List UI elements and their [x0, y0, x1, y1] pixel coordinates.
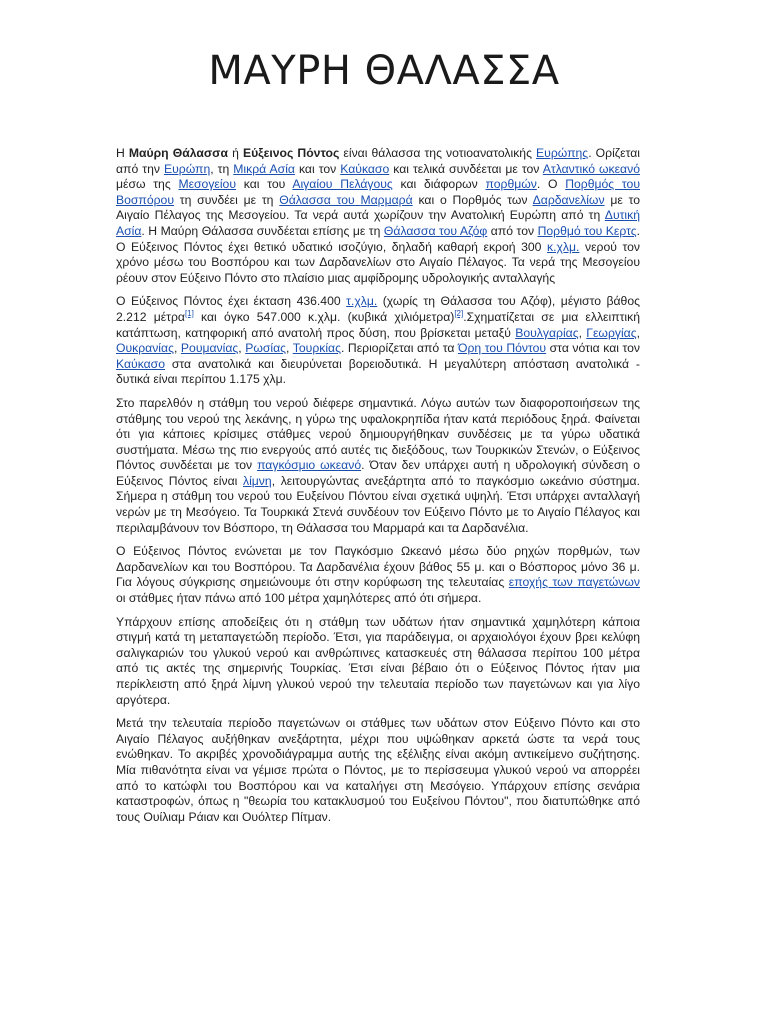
text-run: ,: [578, 325, 587, 340]
text-run: και τελικά συνδέεται με τον: [389, 161, 543, 176]
text-run: Ο Εύξεινος Πόντος έχει έκταση 436.400: [116, 294, 347, 309]
text-run: και τον: [294, 161, 341, 176]
text-run: μέσω της: [116, 177, 179, 192]
page-title: ΜΑΥΡΗ ΘΑΛΑΣΣΑ: [208, 48, 560, 94]
link-παγκόσμιο-ωκεανό[interactable]: παγκόσμιο ωκεανό: [257, 458, 362, 473]
link-δυτική-ασία[interactable]: Δυτική Ασία: [116, 208, 640, 238]
link-ρωσίας[interactable]: Ρωσίας: [245, 341, 287, 356]
link-μεσογείου[interactable]: Μεσογείου: [178, 177, 237, 192]
article-body: [116, 146, 640, 833]
text-run: Ο Εύξεινος Πόντος ενώνεται με τον Παγκόσμιο Ωκεανό μέσω δύο ρηχών πορθμών, των Δαρδανελίων και του Βοσπόρου. Τα Δαρδανέλια έχουν βάθος 55 μ. και ο Βόσπορος μόνο 36 μ. Για λόγους σύγκρισης σημειώνουμε ότι στην κορύφωση της τελευταίας: [116, 544, 640, 590]
link-λίμνη[interactable]: λίμνη: [242, 473, 272, 488]
link-θάλασσα-του-μαρμαρά[interactable]: Θάλασσα του Μαρμαρά: [279, 192, 413, 207]
text-run: ,: [636, 325, 640, 340]
link-όρη-του-πόντου[interactable]: Όρη του Πόντου: [458, 341, 547, 356]
paragraph-6: [116, 716, 640, 825]
text-run: ή: [227, 146, 243, 160]
text-run: από τον: [487, 223, 538, 238]
text-run: στα ανατολικά και διευρύνεται βορειοδυτικά. Η μεγαλύτερη απόσταση ανατολικά - δυτικά είναι περίπου 1.175 χλμ.: [116, 356, 640, 387]
text-run: Υπάρχουν επίσης αποδείξεις ότι η στάθμη των υδάτων ήταν σημαντικά χαμηλότερη κάποια στιγμή κατά τη μεταπαγετώδη περίοδο. Έτσι, για παράδειγμα, οι αρχαιολόγοι έχουν βρει κελύφη σαλιγκαριών του γλυκού νερού και ανθρώπινες κατασκευές στη θάλασσα περίπου 100 μέτρα από τις ακτές της σημερινής Τουρκίας. Έτσι είναι βέβαιο ότι ο Εύξεινος Πόντος ήταν μια περίκλειστη από ξηρά λίμνη γλυκού νερού την τελευταία περίοδο των παγετώνων και για λίγο αργότερα.: [116, 614, 640, 707]
text-run: είναι θάλασσα της νοτιοανατολικής: [339, 146, 537, 160]
text-run: ,: [173, 341, 181, 356]
text-run: και του: [236, 177, 293, 192]
text-run: (χωρίς τη Θάλασσα του Αζόφ), μέγιστο βάθος 2.212 μέτρα: [116, 294, 640, 324]
text-run: Στο παρελθόν η στάθμη του νερού διέφερε σημαντικά. Λόγω αυτών των διαφοροποιήσεων της στάθμης του νερού της λεκάνης, η γύρω της υφαλοκρηπίδα ήταν κατά περιόδους ξηρά. Φαίνεται ότι για κάποιες κρίσιμες στάθμες νερού δημιουργήθηκαν συνδέσεις με τα γύρω υδατικά συστήματα. Μέσω της πιο ενεργούς από αυτές τις διεξόδους, των Τουρκικών Στενών, ο Εύξεινος Πόντος συνδέεται με τον: [116, 395, 640, 473]
bold-term: Μαύρη Θάλασσα: [128, 146, 228, 160]
paragraph-3: [116, 396, 640, 536]
text-run: τη συνδέει με τη: [174, 192, 280, 207]
paragraph-4: [116, 544, 640, 606]
link-ουκρανίας[interactable]: Ουκρανίας: [116, 341, 174, 356]
paragraph-1: [116, 146, 640, 286]
text-run: με το Αιγαίο Πέλαγος της Μεσογείου. Τα νερά αυτά χωρίζουν την Ανατολική Ευρώπη από τη: [116, 192, 641, 223]
reference-link[interactable]: [1]: [184, 308, 194, 318]
link-πορθμών[interactable]: πορθμών: [485, 177, 537, 192]
link-ατλαντικό-ωκεανό[interactable]: Ατλαντικό ωκεανό: [542, 161, 640, 176]
text-run: . Ο Εύξεινος Πόντος έχει θετικό υδατικό ισοζύγιο, δηλαδή καθαρή εκροή 300: [116, 223, 640, 254]
link-πορθμό-του-κερτς[interactable]: Πορθμό του Κερτς: [537, 223, 637, 238]
link-τ-χλμ[interactable]: τ.χλμ.: [346, 294, 378, 309]
text-run: , τη: [210, 161, 234, 176]
superscript: [185, 309, 194, 318]
bold-term: Εύξεινος Πόντος: [242, 146, 340, 160]
text-run: και διάφορων: [392, 177, 486, 192]
text-run: .Σχηματίζεται σε μια ελλειπτική κατάπτωση, κατηφορική από ανατολή προς δύση, που βρίσκεται μεταξύ: [116, 309, 641, 340]
link-ευρώπης[interactable]: Ευρώπης: [536, 146, 589, 160]
link-γεωργίας[interactable]: Γεωργίας: [586, 325, 637, 340]
link-τουρκίας[interactable]: Τουρκίας: [292, 341, 341, 356]
superscript: [454, 309, 463, 318]
text-run: οι στάθμες ήταν πάνω από 100 μέτρα χαμηλότερες από ότι σήμερα.: [116, 591, 482, 606]
text-run: . Όταν δεν υπάρχει αυτή η υδρολογική σύνδεση ο Εύξεινος Πόντος είναι: [116, 458, 640, 488]
text-run: . Ο: [536, 177, 566, 192]
link-δαρδανελίων[interactable]: Δαρδανελίων: [532, 192, 605, 207]
text-run: ,: [286, 341, 293, 356]
text-run: και ο Πορθμός των: [412, 192, 533, 207]
link-μικρά-ασία[interactable]: Μικρά Ασία: [233, 161, 295, 176]
link-καύκασο[interactable]: Καύκασο: [340, 161, 390, 176]
link-πορθμός-του-βοσπόρου[interactable]: Πορθμός του Βοσπόρου: [116, 177, 640, 207]
paragraph-2: [116, 294, 640, 388]
link-καύκασο[interactable]: Καύκασο: [116, 356, 165, 371]
link-ευρώπη[interactable]: Ευρώπη: [163, 161, 211, 176]
reference-link[interactable]: [2]: [454, 308, 464, 318]
text-run: ,: [238, 341, 246, 356]
link-κ-χλμ[interactable]: κ.χλμ.: [547, 239, 580, 254]
link-αιγαίου-πελάγους[interactable]: Αιγαίου Πελάγους: [292, 177, 393, 192]
text-run: , λειτουργώντας ανεξάρτητα από το παγκόσμιο ωκεάνιο σύστημα. Σήμερα η στάθμη του νερού του Ευξείνου Πόντου είναι σχετικά υψηλή. Έτσι υπάρχει ανταλλαγή νερών με τη Μεσόγειο. Τα Τουρκικά Στενά συνδέουν τον Εύξεινο Πόντο με το Αιγαίο Πέλαγος και περιλαμβάνουν τον Βόσπορο, τη Θάλασσα του Μαρμαρά και τα Δαρδανέλια.: [116, 473, 640, 535]
text-run: νερού τον χρόνο μέσω του Βοσπόρου και των Δαρδανελίων στο Αιγαίο Πέλαγος. Τα νερά της Μεσογείου ρέουν στον Εύξεινο Πόντο στο πλαίσιο μιας αμφίδρομης υδρολογικής ανταλλαγής: [116, 239, 640, 285]
text-run: . Ορίζεται από την: [116, 146, 640, 176]
link-ρουμανίας[interactable]: Ρουμανίας: [180, 341, 239, 356]
text-run: Μετά την τελευταία περίοδο παγετώνων οι στάθμες των υδάτων στον Εύξεινο Πόντο και στο Αιγαίο Πέλαγος αυξήθηκαν ανεξάρτητα, μέχρι που υψώθηκαν αρκετά ώστε τα νερά τους ενώθηκαν. Το ακριβές χρονοδιάγραμμα αυτής της εξέλιξης είναι ακόμη αντικείμενο συζήτησης. Μία πιθανότητα είναι να γέμισε πρώτα ο Πόντος, με το περίσσευμα γλυκού νερού να απορρέει από το κατώφλι του Βοσπόρου και να καταλήγει στη Μεσόγειο. Υπάρχουν επίσης σενάρια καταστροφών, όπως η "θεωρία του κατακλυσμού του Ευξείνου Πόντου", που διατυπώθηκε από τους Ουίλιαμ Ράιαν και Ουόλτερ Πίτμαν.: [116, 716, 640, 824]
text-run: στα νότια και τον: [546, 341, 641, 356]
text-run: Η: [116, 146, 129, 160]
text-run: . Η Μαύρη Θάλασσα συνδέεται επίσης με τη: [141, 223, 384, 238]
paragraph-5: [116, 615, 640, 709]
link-θάλασσα-του-αζόφ[interactable]: Θάλασσα του Αζόφ: [383, 223, 488, 238]
text-run: και όγκο 547.000 κ.χλμ. (κυβικά χιλιόμετρα): [193, 309, 455, 324]
link-εποχής-των-παγετώνων[interactable]: εποχής των παγετώνων: [508, 575, 640, 590]
text-run: . Περιορίζεται από τα: [340, 341, 458, 356]
link-βουλγαρίας[interactable]: Βουλγαρίας: [515, 325, 579, 340]
